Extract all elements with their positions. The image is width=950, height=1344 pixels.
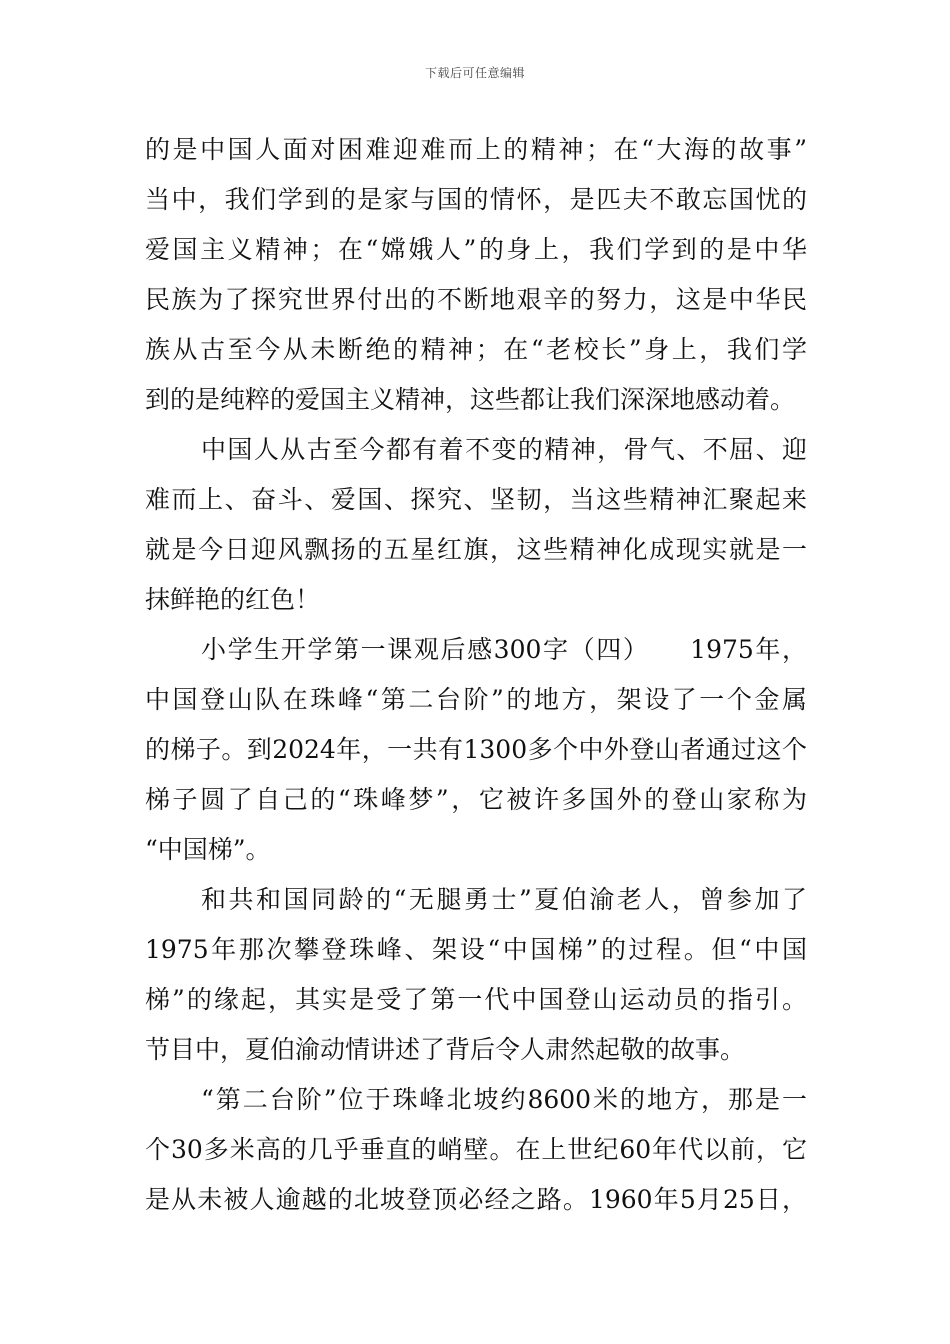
text-line: 民族为了探究世界付出的不断地艰辛的努力，这是中华民 — [145, 285, 807, 314]
text-line: “中国梯”。 — [145, 835, 271, 864]
text-line: 中国登山队在珠峰“第二台阶”的地方，架设了一个金属 — [145, 685, 807, 714]
text-line: 到的是纯粹的爱国主义精神，这些都让我们深深地感动着。 — [145, 385, 796, 414]
text-line: 爱国主义精神；在“嫦娥人”的身上，我们学到的是中华 — [145, 235, 807, 264]
text-line: 梯”的缘起，其实是受了第一代中国登山运动员的指引。 — [145, 985, 807, 1014]
page-header: 下载后可任意编辑 — [424, 66, 525, 80]
paragraph-start-line: “第二台阶”位于珠峰北坡约8600米的地方，那是一 — [201, 1085, 807, 1114]
text-line: 抹鲜艳的红色！ — [145, 585, 321, 614]
section-heading-line: 小学生开学第一课观后感300字（四） 1975年， — [201, 635, 807, 664]
text-line: 族从古至今从未断绝的精神；在“老校长”身上，我们学 — [145, 335, 807, 364]
paragraph-start-line: 和共和国同龄的“无腿勇士”夏伯渝老人，曾参加了 — [201, 885, 807, 914]
text-line: 难而上、奋斗、爱国、探究、坚韧，当这些精神汇聚起来 — [145, 485, 807, 514]
text-line: 当中，我们学到的是家与国的情怀，是匹夫不敢忘国忧的 — [145, 185, 807, 214]
document-body — [145, 125, 807, 1225]
text-line: 是从未被人逾越的北坡登顶必经之路。1960年5月25日， — [145, 1185, 807, 1214]
text-line: 的梯子。到2024年，一共有1300多个中外登山者通过这个 — [145, 735, 807, 764]
text-line: 节目中，夏伯渝动情讲述了背后令人肃然起敬的故事。 — [145, 1035, 746, 1064]
text-line: 的是中国人面对困难迎难而上的精神；在“大海的故事” — [145, 135, 807, 164]
text-line: 1975年那次攀登珠峰、架设“中国梯”的过程。但“中国 — [145, 935, 807, 964]
text-line: 梯子圆了自己的“珠峰梦”，它被许多国外的登山家称为 — [145, 785, 807, 814]
text-line: 就是今日迎风飘扬的五星红旗，这些精神化成现实就是一 — [145, 535, 807, 564]
text-line: 个30多米高的几乎垂直的峭壁。在上世纪60年代以前，它 — [145, 1135, 807, 1164]
paragraph-start-line: 中国人从古至今都有着不变的精神，骨气、不屈、迎 — [201, 435, 807, 464]
